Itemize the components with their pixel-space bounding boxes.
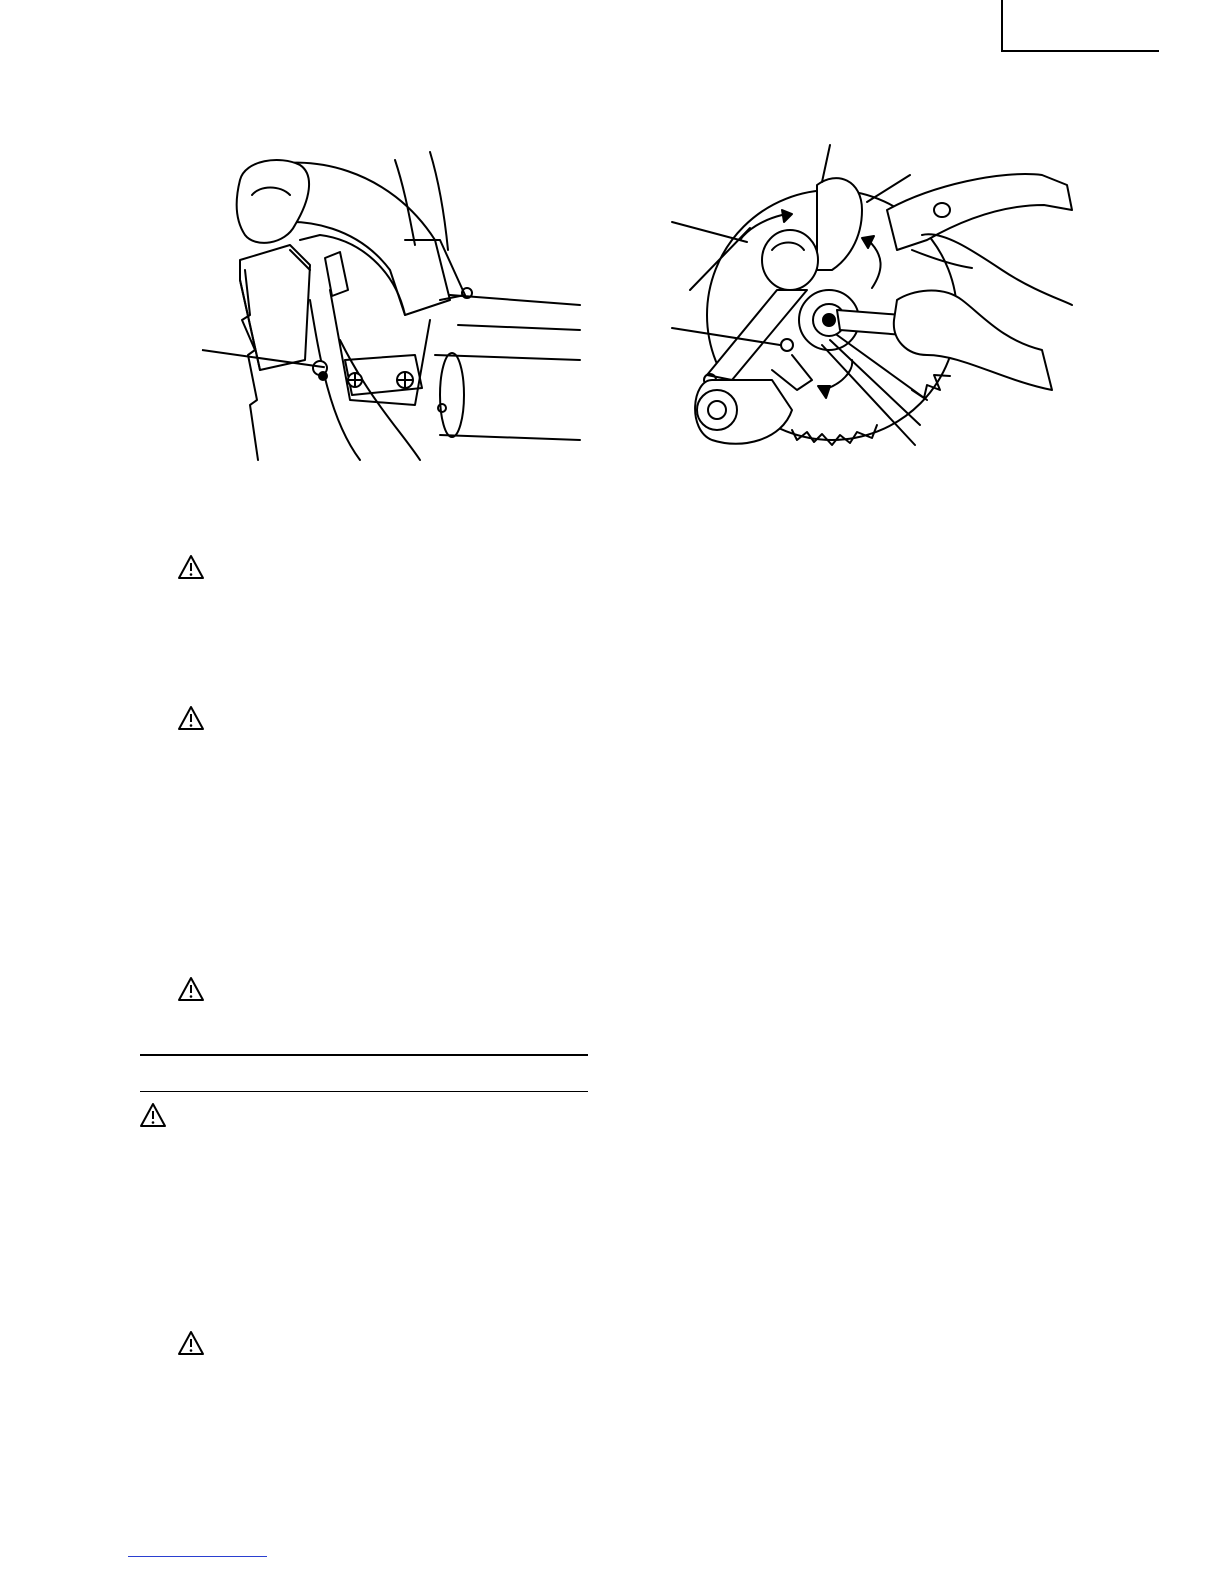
- section-rule-top: [140, 1054, 588, 1056]
- warning-triangle-icon: [177, 554, 205, 580]
- warning-triangle-icon: [139, 1102, 167, 1128]
- section-rule-bottom: [140, 1091, 588, 1092]
- saw-head-handle-illustration: [190, 140, 590, 465]
- footer-link-rule[interactable]: [128, 1556, 267, 1557]
- page-number-tab: [1001, 0, 1159, 52]
- warning-triangle-icon: [177, 705, 205, 731]
- warning-triangle-icon: [177, 976, 205, 1002]
- warning-triangle-icon: [177, 1330, 205, 1356]
- blade-change-illustration: [672, 140, 1082, 465]
